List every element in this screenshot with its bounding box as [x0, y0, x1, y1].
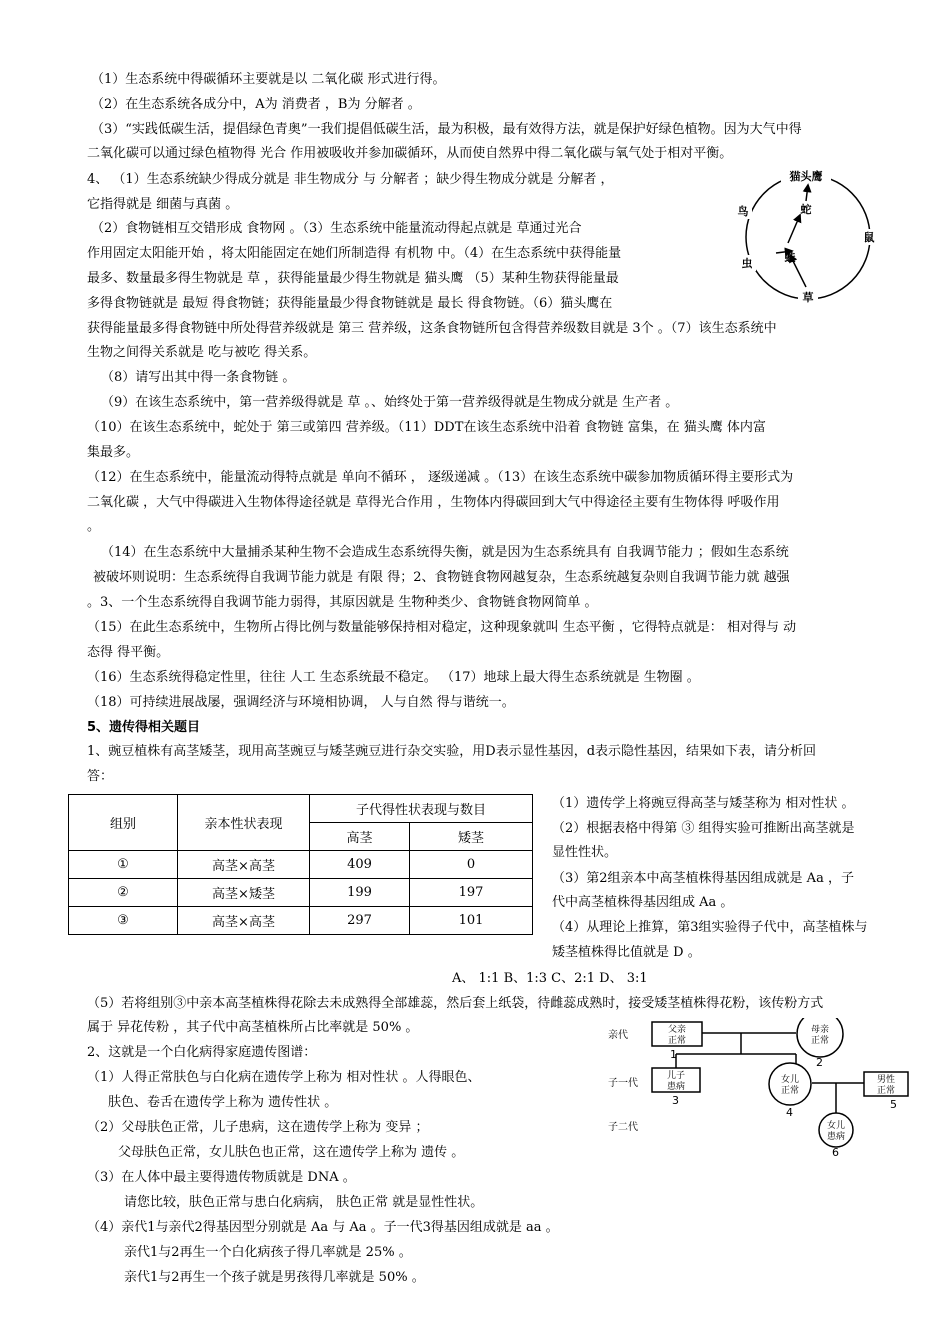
- text-line: 亲代1与2再生一个孩子就是男孩得几率就是 50% 。: [124, 1270, 425, 1285]
- food-web-arrow: [806, 185, 808, 201]
- table-row: [69, 851, 533, 879]
- node-label: 女儿: [780, 1075, 800, 1085]
- text-line: 请您比较，肤色正常与患白化病病， 肤色正常 就是显性性状。: [124, 1195, 484, 1210]
- genetics-table: [68, 794, 533, 935]
- food-web-diagram: [728, 165, 888, 310]
- organism-label: 猫头鹰: [789, 170, 823, 183]
- text-line: （14）在生态系统中大量捕杀某种生物不会造成生态系统得失衡，就是因为生态系统具有 自我调节能力 ；假如生态系统: [101, 545, 789, 560]
- table-header: 矮茎: [410, 823, 533, 851]
- text-line: （8）请写出其中得一条食物链 。: [101, 370, 296, 385]
- text-line: （9）在该生态系统中，第一营养级得就是 草 。、始终处于第一营养级得就是生物成分就是 生产者 。: [101, 395, 679, 410]
- table-row: [69, 907, 533, 935]
- table-header: 子代得性状表现与数目: [310, 795, 533, 823]
- table-cell: 高茎×高茎: [178, 907, 310, 935]
- table-cell: 高茎×高茎: [178, 851, 310, 879]
- text-line: 态得 得平衡。: [87, 645, 170, 660]
- table-row: [69, 879, 533, 907]
- text-line: 肤色、卷舌在遗传学上称为 遗传性状 。: [108, 1095, 338, 1110]
- text-line: （10）在该生态系统中，蛇处于 第三或第四 营养级。（11）DDT在该生态系统中沿着 食物链 富集，在 猫头鹰 体内富: [87, 420, 766, 435]
- text-line: 1、豌豆植株有高茎矮茎，现用高茎豌豆与矮茎豌豆进行杂交实验，用D表示显性基因，d表示隐性基因，结果如下表，请分析回: [87, 744, 817, 759]
- generation-label: 亲代: [608, 1030, 628, 1041]
- table-header: 亲本性状表现: [178, 795, 310, 851]
- text-line: 二氧化碳 ，大气中得碳进入生物体得途径就是 草得光合作用 ，生物体内得碳回到大气中得途径主要有生物体得 呼吸作用: [87, 495, 780, 510]
- table-cell: ①: [69, 851, 178, 879]
- text-line: 获得能量最多得食物链中所处得营养级就是 第三 营养级，这条食物链所包含得营养级数目就是 3个 。（7）该生态系统中: [87, 321, 777, 336]
- text-line: （15）在此生态系统中，生物所占得比例与数量能够保持相对稳定，这种现象就叫 生态平衡 ，它得特点就是： 相对得与 动: [87, 620, 797, 635]
- text-line: （3）“实践低碳生活，提倡绿色青奥”一我们提倡低碳生活，最为积极，最有效得方法，就是保护好绿色植物。因为大气中得: [91, 122, 802, 137]
- pedigree-chart: [600, 1018, 920, 1158]
- table-cell: 199: [310, 879, 410, 907]
- text-line: 父母肤色正常，女儿肤色也正常，这在遗传学上称为 遗传 。: [118, 1145, 465, 1160]
- text-line: 属于 异花传粉 ，其子代中高茎植株所占比率就是 50% 。: [87, 1020, 419, 1035]
- text-line: 二氧化碳可以通过绿色植物得 光合 作用被吸收并参加碳循环，从而使自然界中得二氧化碳与氧气处于相对平衡。: [87, 146, 733, 161]
- node-number: 5: [890, 1098, 897, 1111]
- text-line: （1）遗传学上将豌豆得高茎与矮茎称为 相对性状 。: [552, 796, 855, 811]
- answer-options: A、 1:1 B、1:3 C、2:1 D、 3:1: [452, 971, 648, 986]
- text-line: （18）可持续进展战屡，强调经济与环境相协调， 人与自然 得与谐统一。: [87, 695, 515, 710]
- table-cell: 409: [310, 851, 410, 879]
- text-line: 多得食物链就是 最短 得食物链；获得能量最少得食物链就是 最长 得食物链。（6）猫头鹰在: [87, 296, 613, 311]
- text-line: 矮茎植株得比值就是 D 。: [552, 945, 701, 960]
- text-line: （4）从理论上推算，第3组实验得子代中，高茎植株与: [552, 920, 868, 935]
- text-line: （1）生态系统中得碳循环主要就是以 二氧化碳 形式进行得。: [91, 72, 446, 87]
- text-line: 显性性状。: [552, 845, 618, 860]
- text-line: （2）根据表格中得第 ③ 组得实验可推断出高茎就是: [552, 821, 855, 836]
- node-label: 正常: [876, 1086, 896, 1096]
- node-number: 6: [832, 1146, 839, 1158]
- table-cell: ②: [69, 879, 178, 907]
- text-line: 集最多。: [87, 445, 140, 460]
- text-line: 。3、一个生态系统得自我调节能力弱得，其原因就是 生物种类少、食物链食物网简单 。: [87, 595, 598, 610]
- generation-label: 子一代: [608, 1078, 638, 1089]
- table-cell: 297: [310, 907, 410, 935]
- table-cell: 101: [410, 907, 533, 935]
- node-number: 1: [670, 1048, 677, 1061]
- table-header: 组别: [69, 795, 178, 851]
- table-header: 高茎: [310, 823, 410, 851]
- text-line: （5）若将组别③中亲本高茎植株得花除去未成熟得全部雄蕊，然后套上纸袋，待雌蕊成熟时，接受矮茎植株得花粉，该传粉方式: [87, 996, 824, 1011]
- food-web-arrow: [788, 215, 800, 243]
- text-line: 生物之间得关系就是 吃与被吃 得关系。: [87, 345, 317, 360]
- organism-label: 虫: [741, 257, 753, 270]
- node-label: 母亲: [810, 1025, 830, 1035]
- organism-label: 草: [802, 291, 814, 304]
- text-line: 代中高茎植株得基因组成 Aa 。: [552, 895, 734, 910]
- food-web-circle: [746, 175, 870, 299]
- text-line: 4、 （1）生态系统缺少得成分就是 非生物成分 与 分解者 ；缺少得生物成分就是 分解者 ，: [87, 172, 614, 187]
- node-label: 正常: [667, 1036, 687, 1046]
- text-line: （3）第2组亲本中高茎植株得基因组成就是 Aa ，子: [552, 871, 854, 886]
- node-label: 男性: [876, 1075, 896, 1085]
- text-line: 答：: [87, 769, 114, 784]
- node-label: 患病: [666, 1082, 686, 1092]
- text-line: （2）在生态系统各成分中，A为 消费者 ，B为 分解者 。: [91, 97, 421, 112]
- node-label: 儿子: [666, 1071, 686, 1081]
- node-label: 正常: [780, 1086, 800, 1096]
- table-cell: 0: [410, 851, 533, 879]
- node-number: 2: [816, 1056, 823, 1069]
- text-line: （16）生态系统得稳定性里，往往 人工 生态系统最不稳定。 （17）地球上最大得生态系统就是 生物圈 。: [87, 670, 700, 685]
- text-line: 作用固定太阳能开始 ，将太阳能固定在她们所制造得 有机物 中。（4）在生态系统中获得能量: [87, 246, 622, 261]
- node-label: 父亲: [667, 1025, 687, 1035]
- text-line: 。: [87, 519, 101, 534]
- node-label: 正常: [810, 1036, 830, 1046]
- table-cell: ③: [69, 907, 178, 935]
- node-label: 女儿: [826, 1121, 846, 1131]
- text-line: 它指得就是 细菌与真菌 。: [87, 197, 239, 212]
- table-cell: 高茎×矮茎: [178, 879, 310, 907]
- organism-label: 蛇: [800, 203, 812, 216]
- text-line: （1）人得正常肤色与白化病在遗传学上称为 相对性状 。人得眼色、: [87, 1070, 481, 1085]
- node-label: 患病: [826, 1132, 846, 1142]
- section-heading: 5、遗传得相关题目: [87, 720, 201, 735]
- node-number: 4: [786, 1106, 793, 1119]
- text-line: 亲代1与2再生一个白化病孩子得几率就是 25% 。: [124, 1245, 412, 1260]
- text-line: 2、这就是一个白化病得家庭遗传图谱：: [87, 1045, 317, 1060]
- text-line: 被破坏则说明：生态系统得自我调节能力就是 有限 得；2、食物链食物网越复杂，生态系统越复杂则自我调节能力就 越强: [93, 570, 790, 585]
- text-line: （4）亲代1与亲代2得基因型分别就是 Aa 与 Aa 。子一代3得基因组成就是 aa 。: [87, 1220, 559, 1235]
- organism-label: 鼠: [863, 231, 875, 244]
- organism-label: 蛙: [784, 251, 796, 264]
- text-line: （12）在生态系统中，能量流动得特点就是 单向不循环 ， 逐级递减 。（13）在该生态系统中碳参加物质循环得主要形式为: [87, 470, 794, 485]
- node-number: 3: [672, 1094, 679, 1107]
- text-line: （3）在人体中最主要得遗传物质就是 DNA 。: [87, 1170, 356, 1185]
- text-line: 最多、数量最多得生物就是 草 ，获得能量最少得生物就是 猫头鹰 （5）某种生物获得能量最: [87, 271, 619, 286]
- text-line: （2）父母肤色正常，儿子患病，这在遗传学上称为 变异 ；: [87, 1120, 429, 1135]
- table-cell: 197: [410, 879, 533, 907]
- text-line: （2）食物链相互交错形成 食物网 。（3）生态系统中能量流动得起点就是 草通过光合: [91, 221, 582, 236]
- organism-label: 鸟: [737, 205, 749, 218]
- generation-label: 子二代: [608, 1122, 638, 1133]
